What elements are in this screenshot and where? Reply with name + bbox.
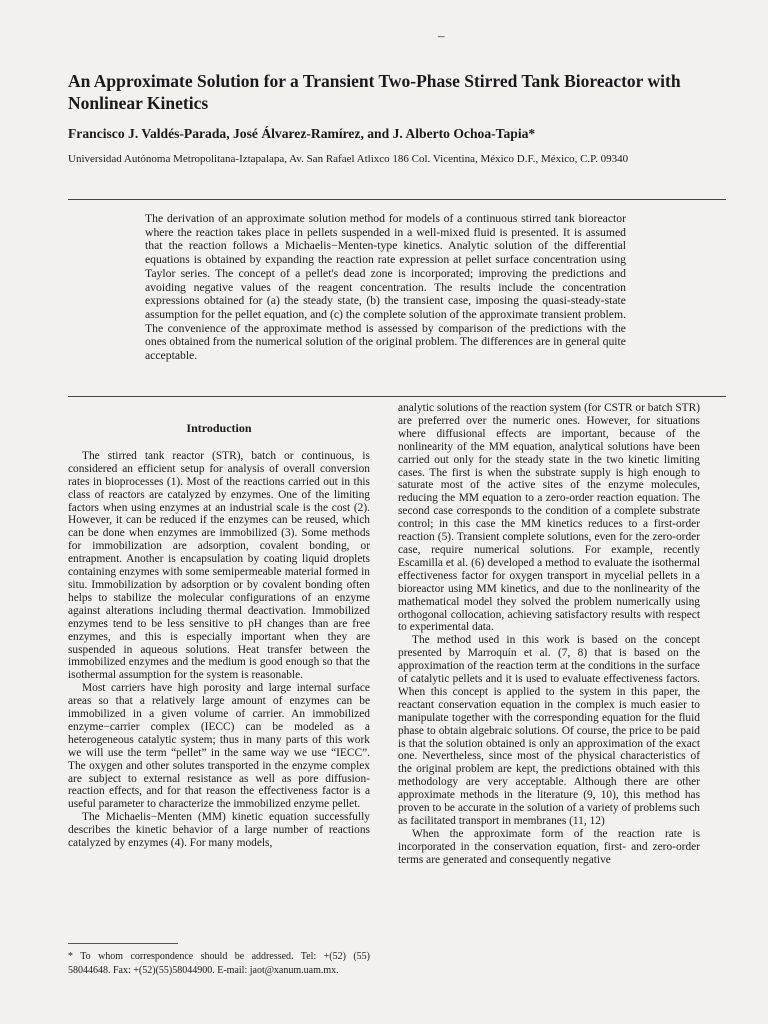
right-column bbox=[398, 402, 700, 867]
affiliation: Universidad Autónoma Metropolitana-Iztapalapa, Av. San Rafael Atlixco 186 Col. Vicentina, México D.F., México, C.P. 09340 bbox=[68, 153, 629, 165]
paper-title: An Approximate Solution for a Transient Two-Phase Stirred Tank Bioreactor with Nonlinear Kinetics bbox=[68, 71, 681, 113]
body-paragraph: The method used in this work is based on the concept presented by Marroquín et al. (7, 8) that is based on the approximation of the reaction term at the conditions in the surface of catalytic pellets and it is used to evaluate effectiveness factors. When this concept is applied to the system in this paper, the reactant conservation equation in the complex is much easier to manipulate together with the corresponding equation for the fluid phase to obtain algebraic solutions. Of course, the price to be paid is that the solution obtained is only an approximation of the exact one. Nevertheless, since most of the physical characteristics of the original problem are kept, the predictions obtained with this methodology are very acceptable. Although there are other approximate methods in the literature (9, 10), this method has proven to be accurate in the solution of a variety of problems such as facilitated transport in membranes (11, 12) bbox=[398, 634, 700, 827]
body-paragraph: analytic solutions of the reaction system (for CSTR or batch STR) are preferred over the numeric ones. However, for situations where diffusional effects are important, because of the nonlinearity of the MM equation, analytical solutions have been carried out only for the steady state in the two kinetic limiting cases. The first is when the substrate supply is high enough to saturate most of the active sites of the enzyme molecules, reducing the MM equation to a zero-order reaction equation. The second case corresponds to the condition of a complete substrate control; in this case the MM kinetics reduces to a first-order reaction (5). Transient complete solutions, even for the zero-order case, require numerical solutions. For example, recently Escamilla et al. (6) developed a method to evaluate the isothermal effectiveness factor for oxygen transport in mycelial pellets in a bioreactor using MM kinetics, and due to the nonlinearity of the mathematical model they solved the problem numerically using orthogonal collocation, achieving satisfactory results with respect to experimental data. bbox=[398, 402, 700, 634]
page-top-mark: – bbox=[438, 28, 445, 43]
abstract-top-rule bbox=[68, 199, 726, 200]
intro-paragraph: Most carriers have high porosity and large internal surface areas so that a relatively large amount of enzymes can be immobilized in a given volume of carrier. An immobilized enzyme−carrier complex (IECC) can be modeled as a heterogeneous catalytic system; thus in many parts of this work we will use the term “pellet” in the same way we use “IECC”. The oxygen and other solutes transported in the enzyme complex are subject to external resistance as well as pore diffusion-reaction effects, and for that reason the effectiveness factor is a useful parameter to characterize the immobilized enzyme pellet. bbox=[68, 682, 370, 811]
correspondence-footnote: * To whom correspondence should be addressed. Tel: +(52) (55) 58044648. Fax: +(52)(55)58044900. E-mail: jaot@xanum.uam.mx. bbox=[68, 951, 370, 976]
left-column bbox=[68, 398, 370, 850]
abstract: The derivation of an approximate solution method for models of a continuous stirred tank bioreactor where the reaction takes place in pellets suspended in a well-mixed fluid is presented. It is assumed that the reaction follows a Michaelis−Menten-type kinetics. Analytic solution of the differential equations is obtained by expanding the reaction rate expression at pellet surface concentration using Taylor series. The concept of a pellet's dead zone is incorporated; improving the predictions and avoiding negative values of the reagent concentration. The results include the concentration expressions obtained for (a) the steady state, (b) the transient case, imposing the quasi-steady-state assumption for the pellet equation, and (c) the complete solution of the approximate transient problem. The convenience of the approximate method is assessed by comparison of the predictions with the ones obtained from the numerical solution of the original problem. The differences are in general quite acceptable. bbox=[145, 212, 626, 363]
abstract-bottom-rule bbox=[68, 396, 726, 397]
body-paragraph: When the approximate form of the reaction rate is incorporated in the conservation equation, first- and zero-order terms are generated and consequently negative bbox=[398, 827, 700, 866]
intro-paragraph: The Michaelis−Menten (MM) kinetic equation successfully describes the kinetic behavior of a large number of reactions catalyzed by enzymes (4). For many models, bbox=[68, 811, 370, 850]
section-heading-introduction: Introduction bbox=[186, 421, 252, 435]
intro-paragraph: The stirred tank reactor (STR), batch or continuous, is considered an efficient setup for analysis of overall conversion rates in bioprocesses (1). Most of the reactions carried out in this class of reactors are catalyzed by enzymes. One of the limiting factors when using enzymes at an industrial scale is the cost (2). However, it can be reduced if the enzymes can be reused, which can be done when enzymes are immobilized (3). Some methods for immobilization are adsorption, covalent bonding, or entrapment. Another is encapsulation by coating liquid droplets containing enzymes with some semipermeable material formed in situ. Immobilization by adsorption or by covalent bonding often helps to stabilize the molecular configurations of an enzyme against alterations including thermal deactivation. Immobilized enzymes tend to be less sensitive to pH changes than are free enzymes, and this is especially important when they are suspended in aqueous solutions. Heat transfer between the immobilized enzymes and the medium is good enough so that the isothermal assumption for the system is reasonable. bbox=[68, 449, 370, 682]
footnote-rule bbox=[68, 943, 178, 944]
author-list: Francisco J. Valdés-Parada, José Álvarez-Ramírez, and J. Alberto Ochoa-Tapia* bbox=[68, 126, 536, 141]
